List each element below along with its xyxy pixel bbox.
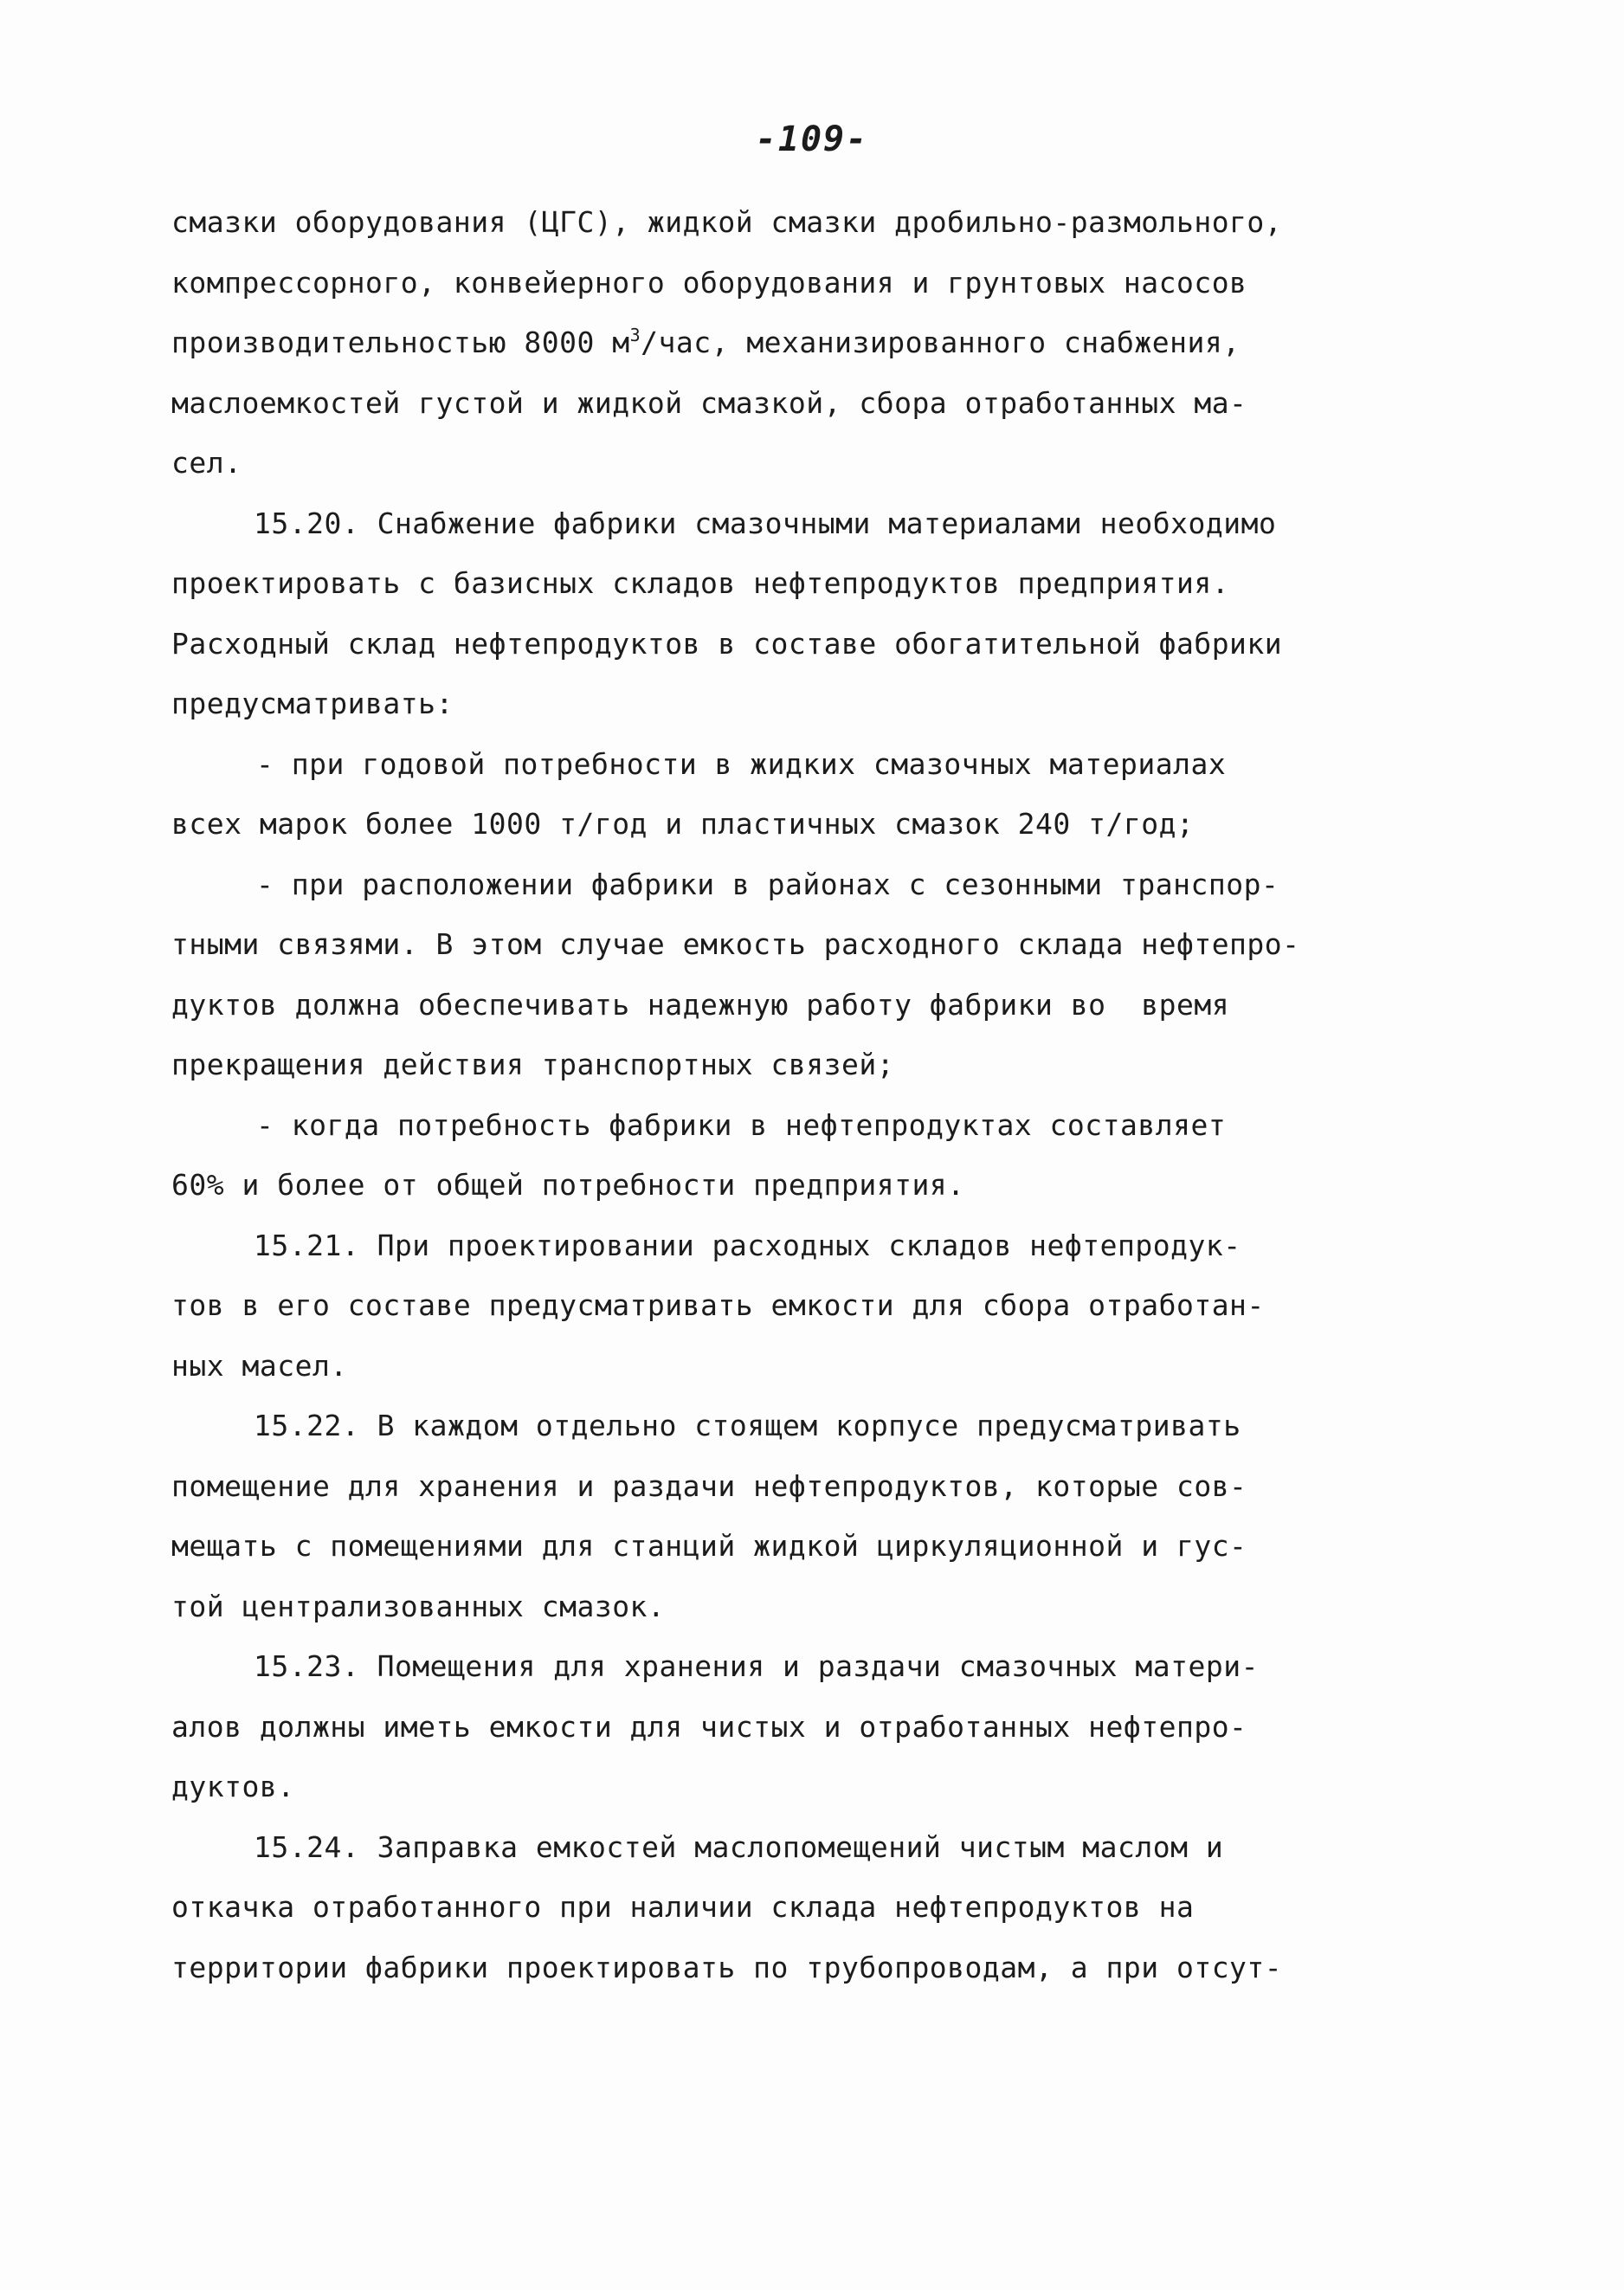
text-line: алов должны иметь емкости для чистых и отработанных нефтепро- (171, 1709, 1247, 1744)
line-text: производительностью 8000 м (171, 326, 630, 359)
body-text (171, 192, 1300, 1997)
text-line: ных масел. (171, 1348, 348, 1383)
text-line: дуктов должна обеспечивать надежную работу фабрики во время (171, 987, 1230, 1022)
text-line: Расходный склад нефтепродуктов в составе обогатительной фабрики (171, 626, 1283, 661)
text-line: маслоемкостей густой и жидкой смазкой, сбора отработанных ма- (171, 385, 1247, 420)
text-line: тов в его составе предусматривать емкости для сбора отработан- (171, 1288, 1265, 1322)
paragraph-15-22: 15.22. В каждом отдельно стоящем корпусе предусматривать (254, 1409, 1241, 1442)
text-line: компрессорного, конвейерного оборудования и грунтовых насосов (171, 265, 1247, 300)
paragraph-15-24: 15.24. Заправка емкостей маслопомещений чистым маслом и (254, 1829, 1224, 1864)
paragraph-15-23: 15.23. Помещения для хранения и раздачи смазочных матери- (254, 1649, 1259, 1683)
text-line: территории фабрики проектировать по трубопроводам, а при отсут- (171, 1950, 1283, 1984)
list-item: - при годовой потребности в жидких смазочных материалах (256, 746, 1227, 781)
text-line: проектировать с базисных складов нефтепродуктов предприятия. (171, 566, 1230, 600)
paragraph-15-21: 15.21. При проектировании расходных складов нефтепродук- (254, 1228, 1241, 1262)
text-line: сел. (171, 446, 242, 480)
text-line (171, 313, 1297, 373)
text-line: 60% и более от общей потребности предприятия. (171, 1168, 965, 1202)
text-line: предусматривать: (171, 687, 454, 720)
text-line: тными связями. В этом случае емкость расходного склада нефтепро- (171, 927, 1300, 961)
unit-superscript: 3 (629, 325, 641, 345)
text-line: всех марок более 1000 т/год и пластичных смазок 240 т/год; (171, 807, 1195, 841)
text-line: помещение для хранения и раздачи нефтепродуктов, которые сов- (171, 1468, 1247, 1503)
text-line: откачка отработанного при наличии склада нефтепродуктов на (171, 1890, 1195, 1924)
line-text: /час, механизированного снабжения, (641, 326, 1241, 359)
list-item: - когда потребность фабрики в нефтепродуктах составляет (256, 1107, 1227, 1142)
list-item: - при расположении фабрики в районах с сезонными транспор- (256, 867, 1279, 901)
text-line: прекращения действия транспортных связей; (171, 1048, 895, 1081)
page-number: -109- (755, 119, 869, 159)
text-line: дуктов. (171, 1770, 295, 1803)
text-line: мещать с помещениями для станций жидкой циркуляционной и гус- (171, 1529, 1247, 1563)
text-line: смазки оборудования (ЦГС), жидкой смазки дробильно-размольного, (171, 205, 1283, 239)
paragraph-15-20: 15.20. Снабжение фабрики смазочными материалами необходимо (254, 506, 1277, 540)
text-line: той централизованных смазок. (171, 1589, 666, 1623)
